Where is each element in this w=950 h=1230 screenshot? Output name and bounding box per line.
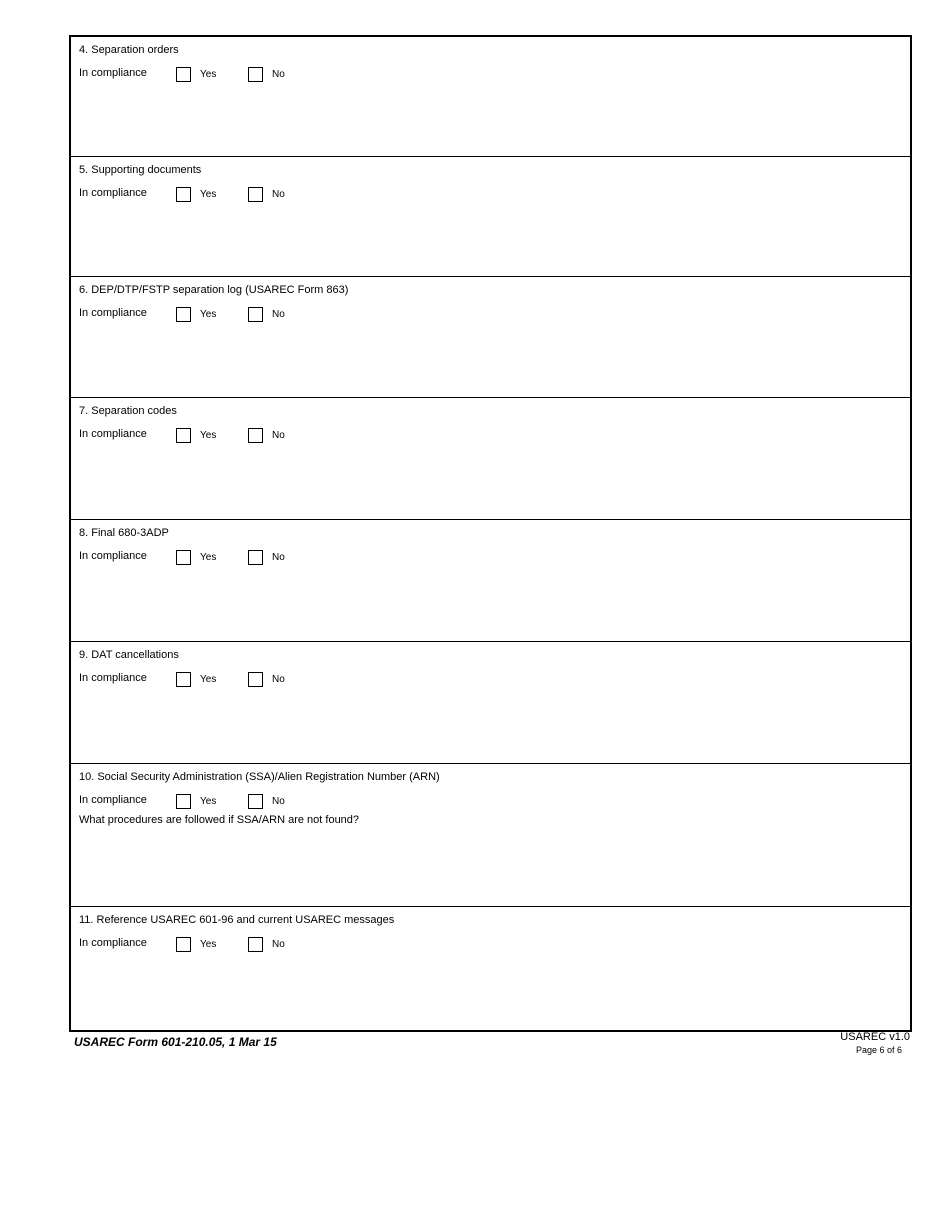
compliance-label: In compliance — [79, 672, 147, 684]
compliance-row — [79, 66, 479, 82]
yes-label: Yes — [200, 796, 217, 807]
no-label: No — [272, 430, 285, 441]
yes-label: Yes — [200, 69, 217, 80]
no-label: No — [272, 674, 285, 685]
compliance-form — [69, 35, 912, 1032]
no-checkbox[interactable] — [248, 67, 263, 82]
procedures-question: What procedures are followed if SSA/ARN are not found? — [79, 814, 360, 826]
yes-checkbox[interactable] — [176, 672, 191, 687]
form-identifier: USAREC Form 601-210.05, 1 Mar 15 — [74, 1035, 277, 1049]
compliance-label: In compliance — [79, 187, 147, 199]
no-label: No — [272, 796, 285, 807]
compliance-row — [79, 549, 479, 565]
yes-checkbox[interactable] — [176, 67, 191, 82]
no-label: No — [272, 189, 285, 200]
yes-label: Yes — [200, 189, 217, 200]
section-title: 5. Supporting documents — [79, 164, 202, 176]
section-title: 10. Social Security Administration (SSA)/Alien Registration Number (ARN) — [79, 771, 440, 783]
section-title: 9. DAT cancellations — [79, 649, 179, 661]
yes-label: Yes — [200, 552, 217, 563]
yes-label: Yes — [200, 430, 217, 441]
section-supporting-documents — [71, 157, 910, 277]
section-title: 4. Separation orders — [79, 44, 179, 56]
yes-checkbox[interactable] — [176, 187, 191, 202]
compliance-label: In compliance — [79, 550, 147, 562]
no-checkbox[interactable] — [248, 937, 263, 952]
yes-label: Yes — [200, 309, 217, 320]
no-label: No — [272, 69, 285, 80]
no-label: No — [272, 939, 285, 950]
no-checkbox[interactable] — [248, 550, 263, 565]
compliance-label: In compliance — [79, 937, 147, 949]
yes-label: Yes — [200, 939, 217, 950]
yes-checkbox[interactable] — [176, 428, 191, 443]
form-version: USAREC v1.0 — [840, 1031, 910, 1043]
compliance-label: In compliance — [79, 428, 147, 440]
section-ssa-arn — [71, 764, 910, 907]
section-title: 6. DEP/DTP/FSTP separation log (USAREC Form 863) — [79, 284, 349, 296]
compliance-row — [79, 936, 479, 952]
section-title: 7. Separation codes — [79, 405, 177, 417]
compliance-row — [79, 671, 479, 687]
compliance-label: In compliance — [79, 307, 147, 319]
compliance-row — [79, 793, 479, 809]
section-title: 8. Final 680-3ADP — [79, 527, 169, 539]
footer-meta — [840, 1031, 910, 1055]
no-checkbox[interactable] — [248, 307, 263, 322]
no-checkbox[interactable] — [248, 428, 263, 443]
no-label: No — [272, 309, 285, 320]
yes-checkbox[interactable] — [176, 307, 191, 322]
section-dat-cancellations — [71, 642, 910, 764]
no-checkbox[interactable] — [248, 672, 263, 687]
yes-checkbox[interactable] — [176, 937, 191, 952]
compliance-label: In compliance — [79, 67, 147, 79]
no-checkbox[interactable] — [248, 794, 263, 809]
section-title: 11. Reference USAREC 601-96 and current USAREC messages — [79, 914, 395, 926]
yes-checkbox[interactable] — [176, 794, 191, 809]
compliance-row — [79, 186, 479, 202]
section-separation-orders — [71, 37, 910, 157]
compliance-row — [79, 306, 479, 322]
section-reference-usarec — [71, 907, 910, 1030]
compliance-row — [79, 427, 479, 443]
section-final-680-3adp — [71, 520, 910, 642]
yes-label: Yes — [200, 674, 217, 685]
yes-checkbox[interactable] — [176, 550, 191, 565]
section-separation-codes — [71, 398, 910, 520]
no-label: No — [272, 552, 285, 563]
page-number: Page 6 of 6 — [855, 1045, 902, 1055]
compliance-label: In compliance — [79, 794, 147, 806]
no-checkbox[interactable] — [248, 187, 263, 202]
section-separation-log — [71, 277, 910, 398]
